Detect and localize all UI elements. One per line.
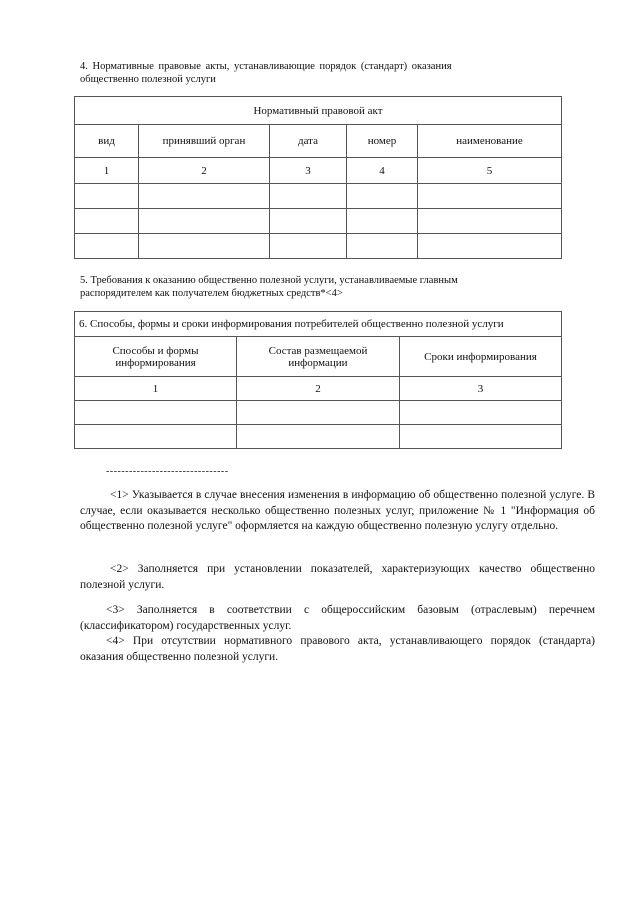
section-5-line-1: 5. Требования к оказанию общественно полезной услуги, устанавливаемые главным (80, 275, 458, 286)
header-cell: номер (347, 125, 418, 158)
table-row (75, 184, 562, 209)
column-number-cell: 3 (400, 377, 562, 401)
informing-table-title: 6. Способы, формы и сроки информирования потребителей общественно полезной услуги (75, 312, 562, 337)
section-5-heading (80, 274, 560, 300)
column-number-cell: 2 (139, 158, 270, 184)
empty-cell (75, 184, 139, 209)
header-cell: вид (75, 125, 139, 158)
column-number-cell: 2 (237, 377, 400, 401)
empty-cell (400, 401, 562, 425)
normative-acts-table-title: Нормативный правовой акт (75, 97, 562, 125)
empty-cell (347, 234, 418, 259)
empty-cell (237, 401, 400, 425)
empty-cell (139, 184, 270, 209)
empty-cell (139, 234, 270, 259)
footnote-1 (80, 488, 595, 535)
empty-cell (418, 209, 562, 234)
empty-cell (139, 209, 270, 234)
table-row (75, 234, 562, 259)
footnote-1-text: <1> Указывается в случае внесения изменения в информацию об общественно полезной услуге. В случае, если оказывается несколько общественно полезных услуг, приложение № 1 "Информация об общественно полезной услуге" оформляется на каждую общественно полезную услугу отдельно. (80, 489, 595, 532)
header-cell: наименование (418, 125, 562, 158)
empty-cell (270, 209, 347, 234)
empty-cell (347, 209, 418, 234)
column-number-cell: 1 (75, 377, 237, 401)
header-cell: Состав размещаемой информации (237, 337, 400, 377)
section-5-line-2: распорядителем как получателем бюджетных средств*<4> (80, 288, 343, 299)
column-number-cell: 5 (418, 158, 562, 184)
normative-acts-table (74, 96, 562, 259)
empty-cell (75, 234, 139, 259)
footnote-4-text: <4> При отсутствии нормативного правового акта, устанавливающего порядок (стандарта) оказания общественно полезной услуги. (80, 635, 595, 663)
empty-cell (75, 425, 237, 449)
header-cell: Сроки информирования (400, 337, 562, 377)
header-cell: Способы и формы информирования (75, 337, 237, 377)
footnote-3 (80, 603, 595, 634)
footnote-4 (80, 634, 595, 665)
empty-cell (237, 425, 400, 449)
column-number-cell: 1 (75, 158, 139, 184)
empty-cell (270, 234, 347, 259)
footnote-2-text: <2> Заполняется при установлении показателей, характеризующих качество общественно полезной услуги. (80, 563, 595, 591)
empty-cell (347, 184, 418, 209)
table-row (75, 425, 562, 449)
header-cell: дата (270, 125, 347, 158)
footnote-2 (80, 562, 595, 593)
empty-cell (418, 184, 562, 209)
informing-table (74, 311, 562, 449)
empty-cell (400, 425, 562, 449)
empty-cell (270, 184, 347, 209)
section-4-line-1: 4. Нормативные правовые акты, устанавливающие порядок (стандарт) оказания (80, 61, 452, 72)
section-4-line-2: общественно полезной услуги (80, 74, 216, 85)
section-4-heading (80, 60, 560, 86)
table-row (75, 209, 562, 234)
table-row (75, 401, 562, 425)
empty-cell (418, 234, 562, 259)
column-number-cell: 4 (347, 158, 418, 184)
footnote-3-text: <3> Заполняется в соответствии с общероссийским базовым (отраслевым) перечнем (классификатором) государственных услуг. (80, 604, 595, 632)
column-number-cell: 3 (270, 158, 347, 184)
footnote-separator: -------------------------------- (106, 466, 229, 477)
empty-cell (75, 401, 237, 425)
empty-cell (75, 209, 139, 234)
header-cell: принявший орган (139, 125, 270, 158)
